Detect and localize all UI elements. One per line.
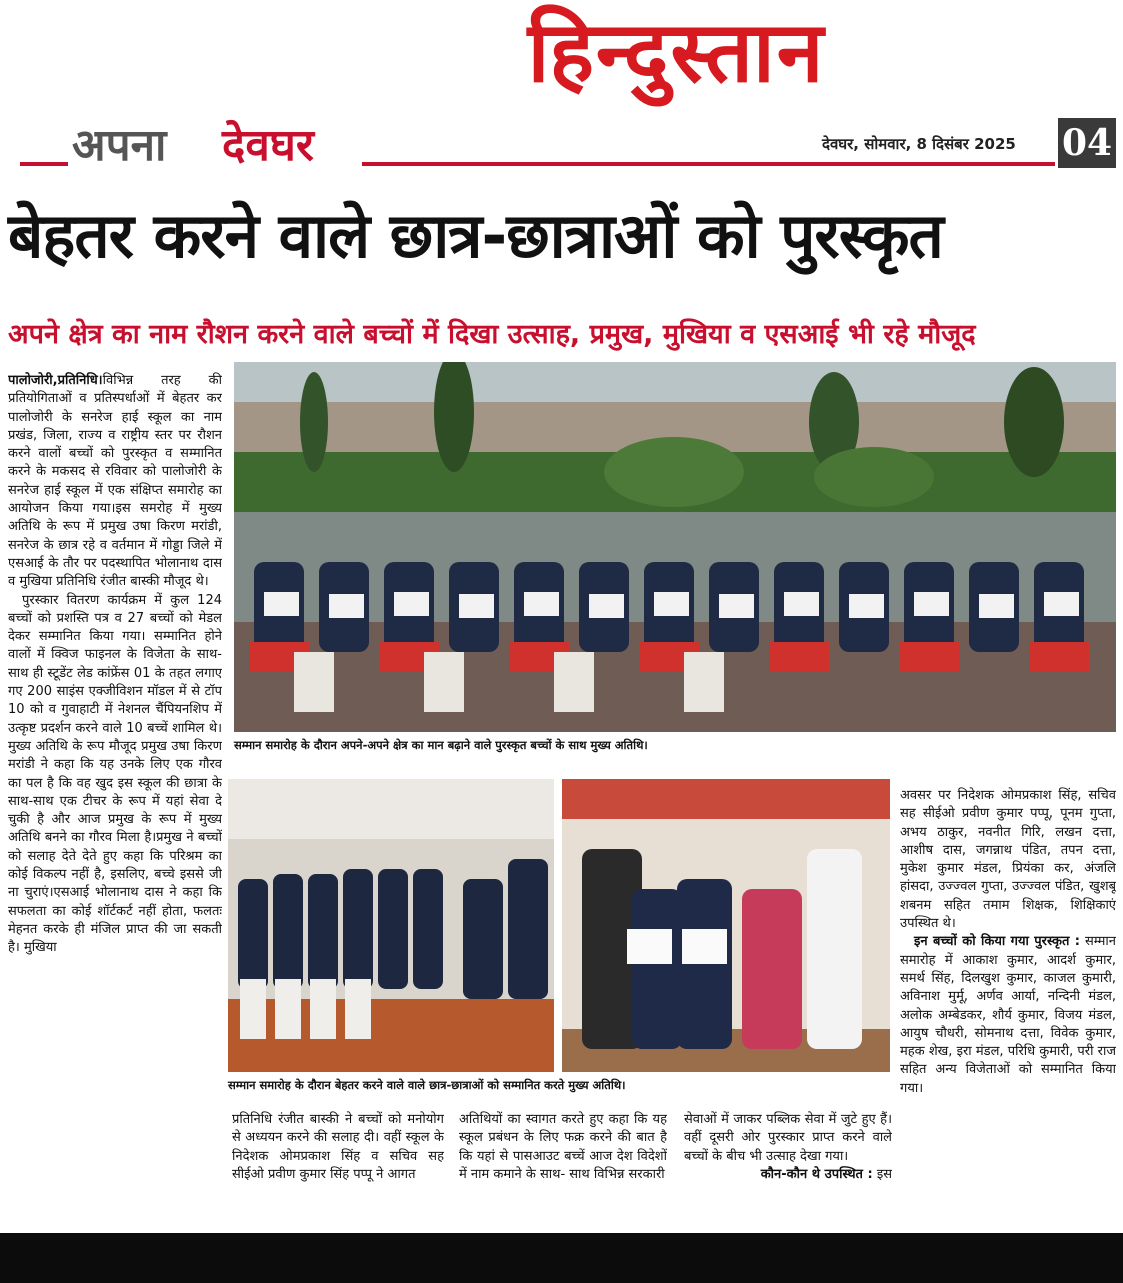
article-paragraph-1: विभिन्न तरह की प्रतियोगिताओं व प्रतिस्पर्धाओं में बेहतर कर पालोजोरी के सनरेज हाई स्कूल का नाम प्रखंड, जिला, राज्य व राष्ट्रीय स्तर पर रौशन करने वालों बच्चों को पुरस्कृत व सम्मानित करने के मकसद से रविवार को पालोजोरी के सनरेज हाई स्कूल में एक संक्षिप्त समारोह का आयोजन किया गया।इस समरोह में मुख्य अतिथि के रूप में प्रमुख उषा किरण मरांडी, सनरेज के छात्र रहे व वर्तमान में गोड्डा जिले में एसआई के तौर पर पदस्थापित भोलानाथ दास व मुखिया प्रतिनिधि रंजीत बास्की मौजूद थे। [8,373,222,590]
footer-bar [0,1233,1123,1283]
award-photo-left [228,779,554,1072]
headline: बेहतर करने वाले छात्र-छात्राओं को पुरस्कृत [8,199,943,272]
group-photo-image [234,362,1116,732]
dateline: देवघर, सोमवार, 8 दिसंबर 2025 [822,135,1016,153]
attendees-list: अवसर पर निदेशक ओमप्रकाश सिंह, सचिव सह सीईओ प्रवीण कुमार पप्पू, पूनम गुप्ता, अभय ठाकुर, नवनीत गिरि, लखन दत्ता, आशीष दास, जगन्नाथ पंडित, तपन दत्ता, मुकेश कुमार मंडल, प्रियंका कर, अंजलि हांसदा, उज्ज्वल गुप्ता, उज्ज्वल पंडित, खुशबू शबनम सहित तमाम शिक्षक, शिक्षिकाएं उपस्थित थे। [900,788,1116,932]
section-label-apna: अपना [72,120,167,171]
section-bar [0,118,1123,176]
article-column-4 [684,1111,892,1227]
article-column-5 [900,787,1116,1227]
awardees-list: सम्मान समारोह में आकाश कुमार, आदर्श कुमार, समर्थ सिंह, दिलखुश कुमार, काजल कुमारी, अविनाश मुर्मू, अर्णव आर्या, नन्दिनी मंडल, अलोक अम्बेडकर, शौर्य कुमार, विजय मंडल, आयुष चौधरी, सोमनाथ दत्ता, विवेक कुमार, महक शेख, इरा मंडल, परिधि कुमारी, परी राज सहित अन्य विजेताओं को सम्मानित किया गया। [900,934,1116,1096]
photo-caption-2: सम्मान समारोह के दौरान बेहतर करने वाले वाले छात्र-छात्राओं को सम्मानित करते मुख्य अतिथि। [228,1078,626,1092]
article-lead: पालोजोरी,प्रतिनिधि। [8,373,103,388]
award-photo-left-image [228,779,554,1072]
award-photo-right-image [562,779,890,1072]
article-column-2: प्रतिनिधि रंजीत बास्की ने बच्चों को मनोयोग से अध्ययन करने की सलाह दी। वहीं स्कूल के निदेशक ओमप्रकाश सिंह व सचिव सह सीईओ प्रवीण कुमार सिंह पप्पू ने आगत [232,1112,444,1182]
article-paragraph-2: पुरस्कार वितरण कार्यक्रम में कुल 124 बच्चों को प्रशस्ति पत्र व 27 बच्चों को मेडल देकर सम्मानित किया गया। सम्मानित होने वालों में क्विज फाइनल के विजेता के साथ-साथ ही स्टूडेंट लेड कांफ्रेंस 01 के तहत लगाए गए 200 साइंस एक्जीविशन मॉडल में से टॉप 10 को व गुवाहाटी में नेशनल चैंपियनशिप में उत्कृष्ट प्रदर्शन करने वाले 10 बच्चें शामिल थे।मुख्य अतिथि के रूप मौजूद प्रमुख उषा किरण मरांडी ने कहा कि यह उनके लिए एक गौरव का पल है कि वह खुद इस स्कूल की छात्रा के साथ-साथ एक टीचर के रूप में यहां सेवा दे चुकी है और आज प्रमुख के रूप में मुख्य अतिथि बनने का गौरव मिला है।प्रमुख ने बच्चों को सलाह देते देते हुए कहा कि परिश्रम का कोई विकल्प नहीं है, इसलिए, बच्चे इससे जी ना चुराएं।एसआई भोलानाथ दास ने कहा कि सफलता का कोई शॉर्टकर्ट नहीं होता, फलतः मेहनत करके ही मंजिल प्राप्त की जा सकती है। मुखिया [8,592,222,956]
newspaper-logo: हिन्दुस्तान [527,3,826,101]
section-rule-left [20,162,68,166]
section-rule-right [362,162,1055,166]
page-number: 04 [1058,118,1116,168]
section-label-deoghar: देवघर [222,120,314,171]
article-column-4-text: सेवाओं में जाकर पब्लिक सेवा में जुटे हुए हैं। वहीं दूसरी ओर पुरस्कार प्राप्त करने वाले बच्चों के बीच भी उत्साह देखा गया। [684,1112,892,1164]
photo-caption-1: सम्मान समारोह के दौरान अपने-अपने क्षेत्र का मान बढ़ाने वाले पुरस्कृत बच्चों के साथ मुख्य अतिथि। [234,738,648,752]
awardees-subhead: इन बच्चों को किया गया पुरस्कृत : [914,934,1080,950]
subheadline: अपने क्षेत्र का नाम रौशन करने वाले बच्चों में दिखा उत्साह, प्रमुख, मुखिया व एसआई भी रहे मौजूद [8,319,976,350]
article-column-3: अतिथियों का स्वागत करते हुए कहा कि यह स्कूल प्रबंधन के लिए फक्र करने की बात है कि यहां से पासआउट बच्चें आज देश विदेशों में नाम कमाने के साथ- साथ विभिन्न सरकारी [459,1112,667,1182]
attendees-subhead: कौन-कौन थे उपस्थित : [760,1166,873,1182]
award-photo-right [562,779,890,1072]
group-photo [234,362,1116,732]
attendees-subhead-tail: इस [876,1166,892,1182]
masthead [0,0,1123,110]
article-column-1 [8,372,222,1227]
